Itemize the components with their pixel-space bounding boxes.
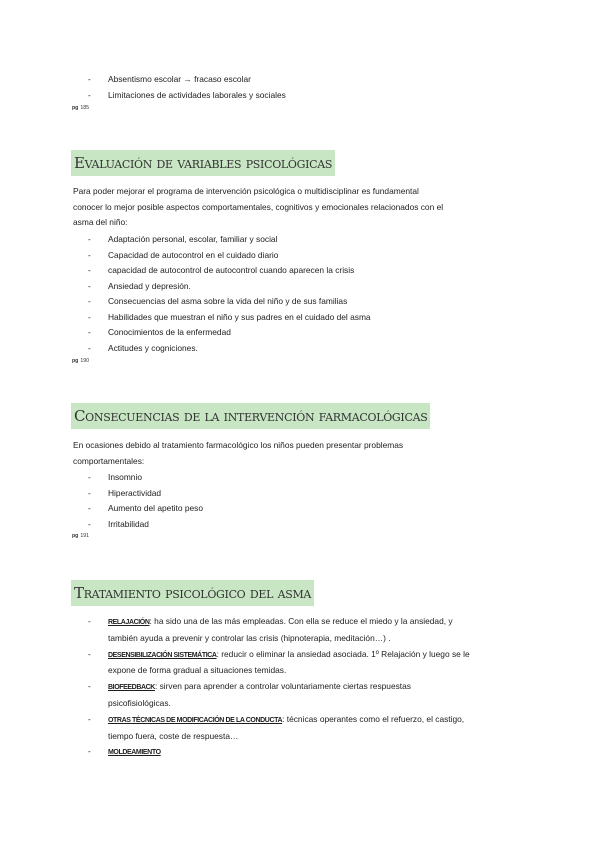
list-item: - Adaptación personal, escolar, familiar y social bbox=[88, 234, 278, 244]
section-heading-tratamiento: Tratamiento psicológico del asma bbox=[71, 580, 314, 606]
list-item: - capacidad de autocontrol de autocontrol cuando aparecen la crisis bbox=[88, 265, 355, 275]
list-item: - Aumento del apetito peso bbox=[88, 503, 203, 513]
list-item: - Habilidades que muestran el niño y sus padres en el cuidado del asma bbox=[88, 311, 371, 322]
list-item: - Hiperactividad bbox=[88, 487, 162, 498]
term-label: BIOFEEDBACK bbox=[108, 684, 155, 692]
list-item: - Ansiedad y depresión. bbox=[88, 280, 191, 291]
term-label: MOLDEAMIENTO bbox=[108, 749, 161, 757]
section2-intro: En ocasiones debido al tratamiento farmacológico los niños pueden presentar problemas comportamentales: bbox=[73, 440, 404, 466]
section1-list bbox=[88, 232, 371, 356]
list-item: - Actitudes y cogniciones. bbox=[88, 342, 198, 353]
list-item: - DESENSIBILIZACIÓN SISTEMÁTICA: reducir o eliminar la ansiedad asociada. 1º Relajación y luego se le expone de forma gradual a situaciones temidas. bbox=[88, 648, 470, 676]
section-heading-consecuencias: Consecuencias de la intervención farmacológicas bbox=[71, 403, 430, 429]
list-item: - Absentismo escolar → fracaso escolar bbox=[88, 74, 251, 84]
list-item: - OTRAS TÉCNICAS DE MODIFICACIÓN DE LA CONDUCTA: técnicas operantes como el refuerzo, el castigo, tiempo fuera, coste de respuesta… bbox=[88, 713, 465, 741]
page-reference: pg 191 bbox=[72, 533, 89, 539]
list-item: - Irritabilidad bbox=[88, 518, 149, 529]
list-item: - Limitaciones de actividades laborales y sociales bbox=[88, 89, 286, 100]
term-label: OTRAS TÉCNICAS DE MODIFICACIÓN DE LA CONDUCTA bbox=[108, 716, 283, 724]
list-item: - Insomnio bbox=[88, 472, 142, 482]
page-reference: pg 185 bbox=[72, 105, 89, 111]
list-item: - BIOFEEDBACK: sirven para aprender a controlar voluntariamente ciertas respuestas psicofisiológicas. bbox=[88, 681, 411, 708]
list-item: - Conocimientos de la enfermedad bbox=[88, 327, 231, 337]
list-item: - MOLDEAMIENTO bbox=[88, 746, 161, 757]
top-bullet-list bbox=[88, 72, 286, 103]
list-item: - Capacidad de autocontrol en el cuidado diario bbox=[88, 249, 279, 260]
section1-intro: Para poder mejorar el programa de intervención psicológica o multidisciplinar es fundamental conocer lo mejor posible aspectos comportamentales, cognitivos y emocionales relacionados con el asma del niño: bbox=[73, 186, 444, 227]
section3-list bbox=[88, 614, 528, 761]
list-item: - Consecuencias del asma sobre la vida del niño y de sus familias bbox=[88, 296, 348, 306]
section2-list bbox=[88, 470, 203, 532]
term-label: DESENSIBILIZACIÓN SISTEMÁTICA bbox=[108, 651, 217, 659]
section-heading-evaluacion: Evaluación de variables psicológicas bbox=[71, 150, 335, 176]
page-reference: pg 190 bbox=[72, 358, 89, 364]
list-item: - RELAJACIÓN: ha sido una de las más empleadas. Con ella se reduce el miedo y la ansiedad, y también ayuda a prevenir y controlar las crisis (hipnoterapia, meditación…) . bbox=[88, 616, 453, 643]
term-label: RELAJACIÓN bbox=[108, 619, 150, 626]
